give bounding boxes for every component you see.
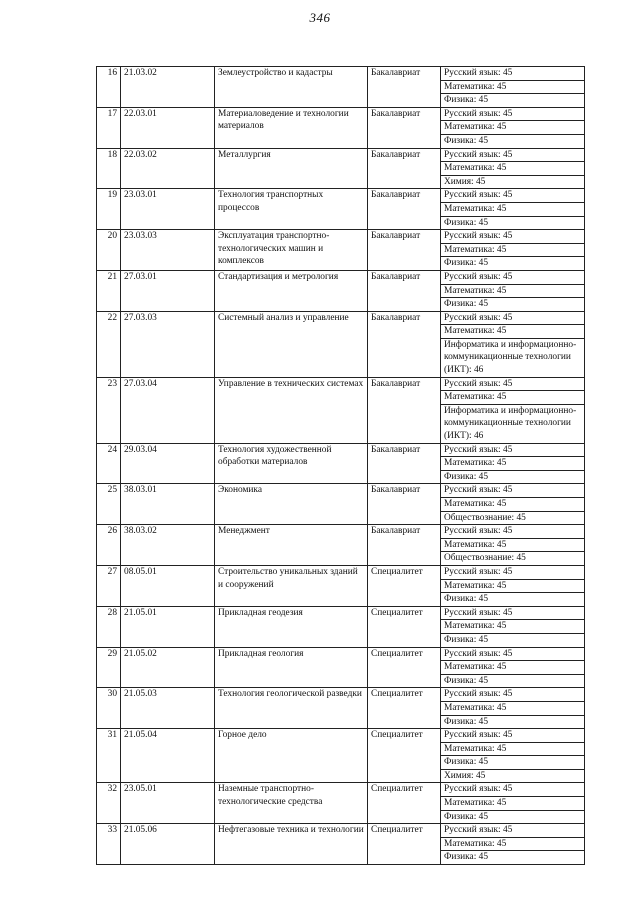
subject-min-score: Математика: 45	[441, 457, 585, 471]
education-level: Бакалавриат	[368, 525, 441, 566]
subject-min-score: Математика: 45	[441, 579, 585, 593]
program-code: 21.05.02	[121, 647, 215, 688]
program-name: Технология художественной обработки материалов	[215, 443, 368, 484]
education-level: Бакалавриат	[368, 107, 441, 148]
row-number: 21	[97, 270, 121, 311]
program-name: Материаловедение и технологии материалов	[215, 107, 368, 148]
subject-min-score: Физика: 45	[441, 674, 585, 688]
row-number: 27	[97, 565, 121, 606]
program-code: 27.03.01	[121, 270, 215, 311]
subject-min-score: Физика: 45	[441, 633, 585, 647]
program-name: Технология транспортных процессов	[215, 189, 368, 230]
education-level: Бакалавриат	[368, 270, 441, 311]
row-number: 25	[97, 484, 121, 525]
subject-min-score: Математика: 45	[441, 620, 585, 634]
subject-min-score: Русский язык: 45	[441, 148, 585, 162]
admission-table	[96, 66, 585, 865]
education-level: Специалитет	[368, 565, 441, 606]
row-number: 24	[97, 443, 121, 484]
education-level: Бакалавриат	[368, 443, 441, 484]
subject-min-score: Русский язык: 45	[441, 484, 585, 498]
program-code: 23.03.03	[121, 230, 215, 271]
subject-min-score: Русский язык: 45	[441, 729, 585, 743]
subject-min-score: Математика: 45	[441, 837, 585, 851]
row-number: 30	[97, 688, 121, 729]
subject-min-score: Математика: 45	[441, 80, 585, 94]
row-number: 31	[97, 729, 121, 783]
subject-min-score: Химия: 45	[441, 769, 585, 783]
program-code: 08.05.01	[121, 565, 215, 606]
program-code: 22.03.02	[121, 148, 215, 189]
table-row	[97, 67, 585, 81]
page-number: 346	[309, 10, 331, 25]
subject-min-score: Русский язык: 45	[441, 377, 585, 391]
subject-min-score: Русский язык: 45	[441, 565, 585, 579]
program-code: 38.03.01	[121, 484, 215, 525]
education-level: Специалитет	[368, 606, 441, 647]
subject-min-score: Математика: 45	[441, 162, 585, 176]
subject-min-score: Русский язык: 45	[441, 606, 585, 620]
education-level: Бакалавриат	[368, 189, 441, 230]
table-row	[97, 189, 585, 203]
subject-min-score: Физика: 45	[441, 715, 585, 729]
program-name: Технология геологической разведки	[215, 688, 368, 729]
row-number: 20	[97, 230, 121, 271]
program-code: 21.05.01	[121, 606, 215, 647]
table-row	[97, 525, 585, 539]
program-name: Наземные транспортно-технологические средства	[215, 783, 368, 824]
subject-min-score: Русский язык: 45	[441, 189, 585, 203]
subject-min-score: Русский язык: 45	[441, 311, 585, 325]
program-name: Системный анализ и управление	[215, 311, 368, 377]
table-row	[97, 443, 585, 457]
subject-min-score: Химия: 45	[441, 175, 585, 189]
subject-min-score: Математика: 45	[441, 742, 585, 756]
row-number: 23	[97, 377, 121, 443]
program-code: 21.05.04	[121, 729, 215, 783]
row-number: 19	[97, 189, 121, 230]
subject-min-score: Математика: 45	[441, 243, 585, 257]
subject-min-score: Физика: 45	[441, 257, 585, 271]
subject-min-score: Физика: 45	[441, 810, 585, 824]
program-name: Менеджмент	[215, 525, 368, 566]
subject-min-score: Русский язык: 45	[441, 107, 585, 121]
subject-min-score: Физика: 45	[441, 298, 585, 312]
table-row	[97, 107, 585, 121]
row-number: 32	[97, 783, 121, 824]
subject-min-score: Русский язык: 45	[441, 783, 585, 797]
table-row	[97, 270, 585, 284]
table-row	[97, 729, 585, 743]
program-name: Управление в технических системах	[215, 377, 368, 443]
subject-min-score: Математика: 45	[441, 498, 585, 512]
program-code: 23.05.01	[121, 783, 215, 824]
table-row	[97, 377, 585, 391]
subject-min-score: Обществознание: 45	[441, 552, 585, 566]
subject-min-score: Информатика и информационно-коммуникационные технологии (ИКТ): 46	[441, 338, 585, 377]
subject-min-score: Математика: 45	[441, 701, 585, 715]
subject-min-score: Физика: 45	[441, 756, 585, 770]
table-row	[97, 647, 585, 661]
row-number: 33	[97, 824, 121, 865]
program-name: Стандартизация и метрология	[215, 270, 368, 311]
subject-min-score: Обществознание: 45	[441, 511, 585, 525]
row-number: 28	[97, 606, 121, 647]
program-code: 21.05.06	[121, 824, 215, 865]
subject-min-score: Физика: 45	[441, 94, 585, 108]
program-code: 27.03.03	[121, 311, 215, 377]
subject-min-score: Математика: 45	[441, 284, 585, 298]
subject-min-score: Русский язык: 45	[441, 647, 585, 661]
table-row	[97, 484, 585, 498]
education-level: Специалитет	[368, 783, 441, 824]
program-name: Металлургия	[215, 148, 368, 189]
subject-min-score: Русский язык: 45	[441, 824, 585, 838]
education-level: Бакалавриат	[368, 230, 441, 271]
program-name: Горное дело	[215, 729, 368, 783]
row-number: 29	[97, 647, 121, 688]
subject-min-score: Математика: 45	[441, 661, 585, 675]
subject-min-score: Физика: 45	[441, 134, 585, 148]
table-row	[97, 311, 585, 325]
program-name: Нефтегазовые техника и технологии	[215, 824, 368, 865]
subject-min-score: Математика: 45	[441, 325, 585, 339]
subject-min-score: Русский язык: 45	[441, 270, 585, 284]
program-code: 21.05.03	[121, 688, 215, 729]
subject-min-score: Физика: 45	[441, 593, 585, 607]
subject-min-score: Русский язык: 45	[441, 688, 585, 702]
education-level: Бакалавриат	[368, 484, 441, 525]
education-level: Специалитет	[368, 729, 441, 783]
subject-min-score: Математика: 45	[441, 202, 585, 216]
table-row	[97, 148, 585, 162]
program-name: Эксплуатация транспортно-технологических машин и комплексов	[215, 230, 368, 271]
subject-min-score: Физика: 45	[441, 851, 585, 865]
row-number: 18	[97, 148, 121, 189]
subject-min-score: Физика: 45	[441, 216, 585, 230]
subject-min-score: Русский язык: 45	[441, 443, 585, 457]
education-level: Специалитет	[368, 824, 441, 865]
subject-min-score: Математика: 45	[441, 121, 585, 135]
row-number: 26	[97, 525, 121, 566]
education-level: Специалитет	[368, 647, 441, 688]
subject-min-score: Информатика и информационно-коммуникационные технологии (ИКТ): 46	[441, 404, 585, 443]
table-row	[97, 824, 585, 838]
program-code: 38.03.02	[121, 525, 215, 566]
program-name: Экономика	[215, 484, 368, 525]
table-row	[97, 606, 585, 620]
education-level: Бакалавриат	[368, 148, 441, 189]
table-row	[97, 783, 585, 797]
subject-min-score: Математика: 45	[441, 391, 585, 405]
subject-min-score: Математика: 45	[441, 538, 585, 552]
table-row	[97, 230, 585, 244]
program-code: 21.03.02	[121, 67, 215, 108]
program-name: Прикладная геология	[215, 647, 368, 688]
subject-min-score: Русский язык: 45	[441, 230, 585, 244]
program-name: Прикладная геодезия	[215, 606, 368, 647]
education-level: Бакалавриат	[368, 67, 441, 108]
education-level: Бакалавриат	[368, 377, 441, 443]
education-level: Бакалавриат	[368, 311, 441, 377]
subject-min-score: Математика: 45	[441, 797, 585, 811]
row-number: 16	[97, 67, 121, 108]
row-number: 22	[97, 311, 121, 377]
row-number: 17	[97, 107, 121, 148]
program-code: 23.03.01	[121, 189, 215, 230]
subject-min-score: Русский язык: 45	[441, 67, 585, 81]
program-name: Землеустройство и кадастры	[215, 67, 368, 108]
table-row	[97, 688, 585, 702]
subject-min-score: Русский язык: 45	[441, 525, 585, 539]
program-code: 27.03.04	[121, 377, 215, 443]
program-code: 22.03.01	[121, 107, 215, 148]
education-level: Специалитет	[368, 688, 441, 729]
subject-min-score: Физика: 45	[441, 470, 585, 484]
table-row	[97, 565, 585, 579]
program-name: Строительство уникальных зданий и сооружений	[215, 565, 368, 606]
program-code: 29.03.04	[121, 443, 215, 484]
